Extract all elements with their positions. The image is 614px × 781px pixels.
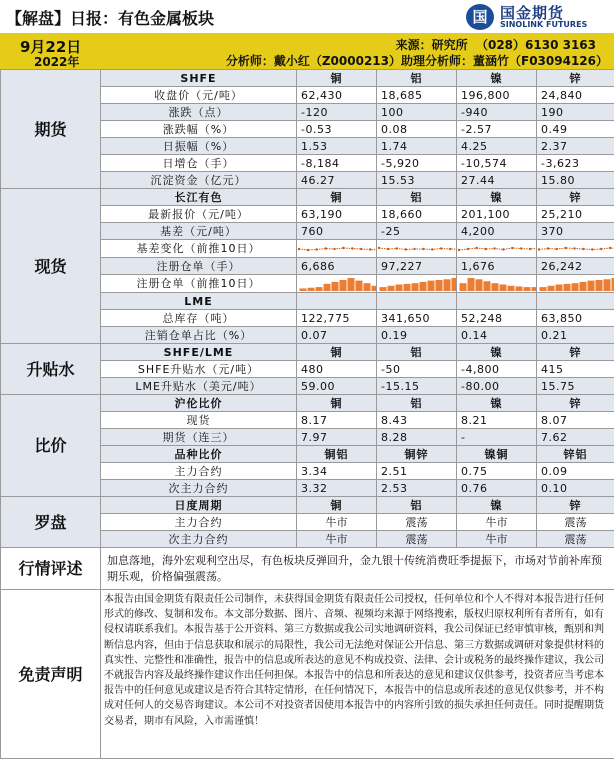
row-label: 涨跌幅（%） xyxy=(101,121,297,138)
warrant-bar xyxy=(572,283,579,291)
value-cell: 0.21 xyxy=(537,327,614,344)
logo-english-name: SINOLINK FUTURES xyxy=(500,20,588,29)
value-cell: 3.34 xyxy=(297,463,377,480)
metal-header: 铜 xyxy=(297,70,377,87)
metal-header: 铜锌 xyxy=(377,446,457,463)
warrant-bar xyxy=(436,279,443,290)
section-ratio: 比价 xyxy=(1,395,101,497)
sparkline-point xyxy=(369,248,371,250)
value-cell: 0.19 xyxy=(377,327,457,344)
sparkline-point xyxy=(360,247,362,249)
value-cell: 0.08 xyxy=(377,121,457,138)
table-row xyxy=(1,344,614,361)
table-row xyxy=(1,70,614,87)
group-header: 长江有色 xyxy=(101,189,297,206)
value-cell: 4,200 xyxy=(457,223,537,240)
warrant-bar xyxy=(452,278,457,291)
metal-header: 铜铝 xyxy=(297,446,377,463)
trend-cell: 震荡 xyxy=(537,531,614,548)
value-cell: -15.15 xyxy=(377,378,457,395)
basis-sparkline xyxy=(537,242,614,256)
metal-header: 铜 xyxy=(297,395,377,412)
basis-sparkline-cell xyxy=(537,240,614,258)
section-spot: 现货 xyxy=(1,189,101,344)
value-cell: 8.17 xyxy=(297,412,377,429)
basis-sparkline xyxy=(457,242,537,256)
metal-header: 锌 xyxy=(537,344,614,361)
warrant-bar xyxy=(380,287,387,291)
warrant-bar xyxy=(604,279,611,291)
group-header: SHFE/LME xyxy=(101,344,297,361)
value-cell: 8.07 xyxy=(537,412,614,429)
trend-cell: 震荡 xyxy=(377,514,457,531)
warrant-bar xyxy=(492,283,499,291)
value-cell: -0.53 xyxy=(297,121,377,138)
section-disclaimer: 免责声明 xyxy=(1,590,101,759)
table-row xyxy=(1,548,614,590)
warrant-bar xyxy=(348,278,355,291)
group-header: SHFE xyxy=(101,70,297,87)
sparkline-point xyxy=(600,247,602,249)
value-cell: -3,623 xyxy=(537,155,614,172)
sparkline-point xyxy=(502,248,504,250)
row-label: 期货（连三） xyxy=(101,429,297,446)
value-cell: -940 xyxy=(457,104,537,121)
basis-sparkline xyxy=(377,242,457,256)
metal-header: 镍 xyxy=(457,395,537,412)
row-label: SHFE升贴水（元/吨） xyxy=(101,361,297,378)
value-cell: -8,184 xyxy=(297,155,377,172)
source-line: 来源：研究所 （028）6130 3163 xyxy=(395,38,596,52)
sparkline-point xyxy=(520,247,522,249)
trend-cell: 震荡 xyxy=(377,531,457,548)
warrant-bar xyxy=(444,279,451,291)
warrant-bar xyxy=(564,283,571,290)
metal-header: 镍 xyxy=(457,497,537,514)
value-cell: 52,248 xyxy=(457,310,537,327)
report-header xyxy=(0,0,614,33)
table-row xyxy=(1,189,614,206)
logo-name: 国金期货 xyxy=(500,4,565,22)
value-cell: -5,920 xyxy=(377,155,457,172)
sparkline-point xyxy=(511,246,513,248)
empty-cell xyxy=(457,293,537,310)
sparkline-path xyxy=(459,248,537,250)
trend-cell: 震荡 xyxy=(537,514,614,531)
warrant-bar xyxy=(548,285,555,290)
warrant-bar xyxy=(372,285,377,290)
row-label: 日增仓（手） xyxy=(101,155,297,172)
metal-header: 锌 xyxy=(537,395,614,412)
warrant-bar xyxy=(508,285,515,290)
value-cell: 8.28 xyxy=(377,429,457,446)
sparkline-point xyxy=(351,247,353,249)
metal-header: 铝 xyxy=(377,344,457,361)
metal-header: 铜 xyxy=(297,497,377,514)
value-cell: 15.75 xyxy=(537,378,614,395)
warrant-bar xyxy=(460,283,467,291)
value-cell: -80.00 xyxy=(457,378,537,395)
value-cell: 1,676 xyxy=(457,258,537,275)
warrant-bar xyxy=(468,278,475,291)
empty-cell xyxy=(297,293,377,310)
warrant-bar xyxy=(412,283,419,291)
group-header: 日度周期 xyxy=(101,497,297,514)
sparkline-point xyxy=(591,248,593,250)
trend-cell: 牛市 xyxy=(457,531,537,548)
metal-header: 铜 xyxy=(297,189,377,206)
value-cell: - xyxy=(457,429,537,446)
sparkline-point xyxy=(484,247,486,249)
group-header: 品种比价 xyxy=(101,446,297,463)
warrant-bar xyxy=(532,287,537,291)
row-label: 现货 xyxy=(101,412,297,429)
value-cell: 7.97 xyxy=(297,429,377,446)
basis-sparkline-cell xyxy=(297,240,377,258)
sparkline-point xyxy=(324,247,326,249)
warrant-bars-cell xyxy=(377,275,457,293)
value-cell: 15.53 xyxy=(377,172,457,189)
value-cell: 0.09 xyxy=(537,463,614,480)
value-cell: -4,800 xyxy=(457,361,537,378)
metal-header: 锌 xyxy=(537,70,614,87)
value-cell: 190 xyxy=(537,104,614,121)
group-header: 沪伦比价 xyxy=(101,395,297,412)
sparkline-point xyxy=(493,247,495,249)
warrant-bar xyxy=(420,281,427,290)
sparkline-point xyxy=(440,247,442,249)
warrant-bar xyxy=(540,287,547,291)
sparkline-path xyxy=(539,248,614,250)
value-cell: 63,850 xyxy=(537,310,614,327)
warrant-bar xyxy=(556,284,563,291)
value-cell: 4.25 xyxy=(457,138,537,155)
sparkline-point xyxy=(582,247,584,249)
report-year: 2022年 xyxy=(34,55,80,69)
basis-sparkline-cell xyxy=(457,240,537,258)
report-title: 【解盘】日报：有色金属板块 xyxy=(6,9,215,28)
sparkline-point xyxy=(431,248,433,250)
value-cell: 0.76 xyxy=(457,480,537,497)
value-cell: 7.62 xyxy=(537,429,614,446)
sparkline-point xyxy=(333,247,335,249)
value-cell: -10,574 xyxy=(457,155,537,172)
value-cell: 15.80 xyxy=(537,172,614,189)
sparkline-point xyxy=(467,247,469,249)
warrant-bars-cell xyxy=(297,275,377,293)
sparkline-point xyxy=(396,247,398,249)
value-cell: 18,660 xyxy=(377,206,457,223)
value-cell: 196,800 xyxy=(457,87,537,104)
sparkline-point xyxy=(529,247,531,249)
value-cell: 2.51 xyxy=(377,463,457,480)
warrant-bar xyxy=(580,281,587,290)
info-band xyxy=(0,33,614,69)
value-cell: 201,100 xyxy=(457,206,537,223)
sparkline-point xyxy=(476,246,478,248)
section-compass: 罗盘 xyxy=(1,497,101,548)
metal-header: 锌 xyxy=(537,189,614,206)
report-date: 9月22日 xyxy=(20,38,82,56)
trend-cell: 牛市 xyxy=(457,514,537,531)
value-cell: 26,242 xyxy=(537,258,614,275)
warrant-bar xyxy=(316,287,323,291)
value-cell: 760 xyxy=(297,223,377,240)
warrant-bar xyxy=(516,286,523,291)
empty-cell xyxy=(537,293,614,310)
value-cell: -120 xyxy=(297,104,377,121)
metal-header: 镍铜 xyxy=(457,446,537,463)
value-cell: 480 xyxy=(297,361,377,378)
row-label: 基差变化（前推10日） xyxy=(101,240,297,258)
value-cell: 2.53 xyxy=(377,480,457,497)
value-cell: 1.74 xyxy=(377,138,457,155)
disclaimer-text: 本报告由国金期货有限责任公司制作，未获得国金期货有限责任公司授权，任何单位和个人不得对本报告进行任何形式的修改、复制和发布。本文部分数据、图片、音频、视频均来源于网络搜索，版权归原权利所有者所有，如有侵权请联系我们。本报告基于公开资料、第三方数据或我公司实地调研资料，我公司保证已经审慎审核，甄别和判断信息内容，但由于信息获取和展示的局限性，我公司无法绝对保证公开信息、第三方数据或调研对象提供材料的真实性、完整性和准确性，报告中的信息或所表达的意见不构成投资、法律、会计或税务的最终操作建议，我公司不就报告内容及最终操作建议作出任何担保。本报告中的信息和所表达的意见和建议仅供参考，投资者应当考虑本报告中的任何意见或建议是否符合其特定情形，在任何情况下，本报告中的信息或所表述的意见仅供参考，并不构成对任何人的交易咨询建议。本公司不对投资者因使用本报告中的内容所引致的损失承担任何责任。同时提醒期货交易者，期市有风险，入市需谨慎！ xyxy=(101,590,614,759)
value-cell: 0.10 xyxy=(537,480,614,497)
value-cell: 370 xyxy=(537,223,614,240)
sparkline-point xyxy=(422,247,424,249)
empty-cell xyxy=(377,293,457,310)
value-cell: 97,227 xyxy=(377,258,457,275)
metal-header: 铜 xyxy=(297,344,377,361)
row-label: 次主力合约 xyxy=(101,480,297,497)
metal-header: 铝 xyxy=(377,395,457,412)
row-label: 收盘价（元/吨） xyxy=(101,87,297,104)
group-header: LME xyxy=(101,293,297,310)
warrant-bar xyxy=(300,288,307,291)
value-cell: 122,775 xyxy=(297,310,377,327)
warrant-bar xyxy=(324,283,331,290)
sparkline-point xyxy=(609,246,611,248)
warrant-bar xyxy=(396,284,403,291)
table-row xyxy=(1,497,614,514)
metal-header: 锌铝 xyxy=(537,446,614,463)
analyst-line: 分析师：戴小红（Z0000213）助理分析师：董涵竹（F03094126） xyxy=(225,54,608,68)
value-cell: 8.21 xyxy=(457,412,537,429)
row-label: 日振幅（%） xyxy=(101,138,297,155)
value-cell: 0.14 xyxy=(457,327,537,344)
value-cell: 1.53 xyxy=(297,138,377,155)
warrant-bar xyxy=(356,280,363,290)
warrant-bar xyxy=(404,283,411,290)
value-cell: 0.75 xyxy=(457,463,537,480)
value-cell: 24,840 xyxy=(537,87,614,104)
sparkline-path xyxy=(299,248,377,250)
value-cell: -25 xyxy=(377,223,457,240)
value-cell: 59.00 xyxy=(297,378,377,395)
table-row xyxy=(1,590,614,759)
value-cell: 27.44 xyxy=(457,172,537,189)
warrant-bar xyxy=(524,287,531,291)
sparkline-point xyxy=(387,247,389,249)
trend-cell: 牛市 xyxy=(297,531,377,548)
row-label: 总库存（吨） xyxy=(101,310,297,327)
section-futures: 期货 xyxy=(1,70,101,189)
metals-table xyxy=(0,69,614,759)
sparkline-point xyxy=(538,248,540,250)
value-cell: 6,686 xyxy=(297,258,377,275)
row-label: 注册仓单（手） xyxy=(101,258,297,275)
value-cell: 8.43 xyxy=(377,412,457,429)
row-label: 注销仓单占比（%） xyxy=(101,327,297,344)
warrant-bar xyxy=(476,279,483,291)
sparkline-point xyxy=(458,248,460,250)
row-label: LME升贴水（美元/吨） xyxy=(101,378,297,395)
value-cell: 62,430 xyxy=(297,87,377,104)
metal-header: 铝 xyxy=(377,70,457,87)
section-commentary: 行情评述 xyxy=(1,548,101,590)
table-row xyxy=(1,395,614,412)
sparkline-point xyxy=(413,247,415,249)
row-label: 次主力合约 xyxy=(101,531,297,548)
metal-header: 铝 xyxy=(377,189,457,206)
value-cell: 25,210 xyxy=(537,206,614,223)
warrant-bar xyxy=(596,279,603,290)
value-cell: 415 xyxy=(537,361,614,378)
section-premium: 升贴水 xyxy=(1,344,101,395)
sparkline-point xyxy=(404,248,406,250)
warrant-bar xyxy=(340,279,347,290)
metal-header: 镍 xyxy=(457,70,537,87)
metal-header: 镍 xyxy=(457,189,537,206)
sparkline-point xyxy=(564,246,566,248)
basis-sparkline-cell xyxy=(377,240,457,258)
value-cell: 341,650 xyxy=(377,310,457,327)
logo-icon: 国 xyxy=(466,4,494,30)
metal-header: 铝 xyxy=(377,497,457,514)
trend-cell: 牛市 xyxy=(297,514,377,531)
sparkline-path xyxy=(379,248,457,250)
row-label: 注册仓单（前推10日） xyxy=(101,275,297,293)
sparkline-point xyxy=(556,247,558,249)
sinolink-logo xyxy=(466,2,610,32)
sparkline-point xyxy=(547,247,549,249)
sparkline-point xyxy=(342,246,344,248)
warrant-bars-cell xyxy=(537,275,614,293)
warrant-bar xyxy=(332,281,339,290)
row-label: 基差（元/吨） xyxy=(101,223,297,240)
value-cell: 0.07 xyxy=(297,327,377,344)
value-cell: -2.57 xyxy=(457,121,537,138)
row-label: 涨跌（点） xyxy=(101,104,297,121)
value-cell: 2.37 xyxy=(537,138,614,155)
warrant-bar xyxy=(308,287,315,290)
sparkline-point xyxy=(378,246,380,248)
warrant-bar-chart xyxy=(457,277,537,291)
sparkline-point xyxy=(449,247,451,249)
value-cell: -50 xyxy=(377,361,457,378)
metal-header: 锌 xyxy=(537,497,614,514)
warrant-bar xyxy=(364,283,371,291)
value-cell: 100 xyxy=(377,104,457,121)
metal-header: 镍 xyxy=(457,344,537,361)
warrant-bar-chart xyxy=(297,277,377,291)
warrant-bar xyxy=(484,281,491,291)
warrant-bars-cell xyxy=(457,275,537,293)
value-cell: 3.32 xyxy=(297,480,377,497)
sparkline-point xyxy=(298,247,300,249)
warrant-bar-chart xyxy=(537,277,614,291)
value-cell: 0.49 xyxy=(537,121,614,138)
warrant-bar-chart xyxy=(377,277,457,291)
warrant-bar xyxy=(500,284,507,291)
row-label: 最新报价（元/吨） xyxy=(101,206,297,223)
value-cell: 46.27 xyxy=(297,172,377,189)
basis-sparkline xyxy=(297,242,377,256)
warrant-bar xyxy=(388,285,395,290)
value-cell: 18,685 xyxy=(377,87,457,104)
commentary-text: 加息落地，海外宏观利空出尽，有色板块反弹回升，金九银十传统消费旺季提振下，市场对节前补库预期乐观，价格偏强震荡。 xyxy=(101,548,614,590)
sparkline-point xyxy=(307,248,309,250)
sparkline-point xyxy=(573,247,575,249)
row-label: 主力合约 xyxy=(101,463,297,480)
sparkline-point xyxy=(316,248,318,250)
warrant-bar xyxy=(428,280,435,290)
value-cell: 63,190 xyxy=(297,206,377,223)
warrant-bar xyxy=(588,280,595,290)
row-label: 主力合约 xyxy=(101,514,297,531)
row-label: 沉淀资金（亿元） xyxy=(101,172,297,189)
